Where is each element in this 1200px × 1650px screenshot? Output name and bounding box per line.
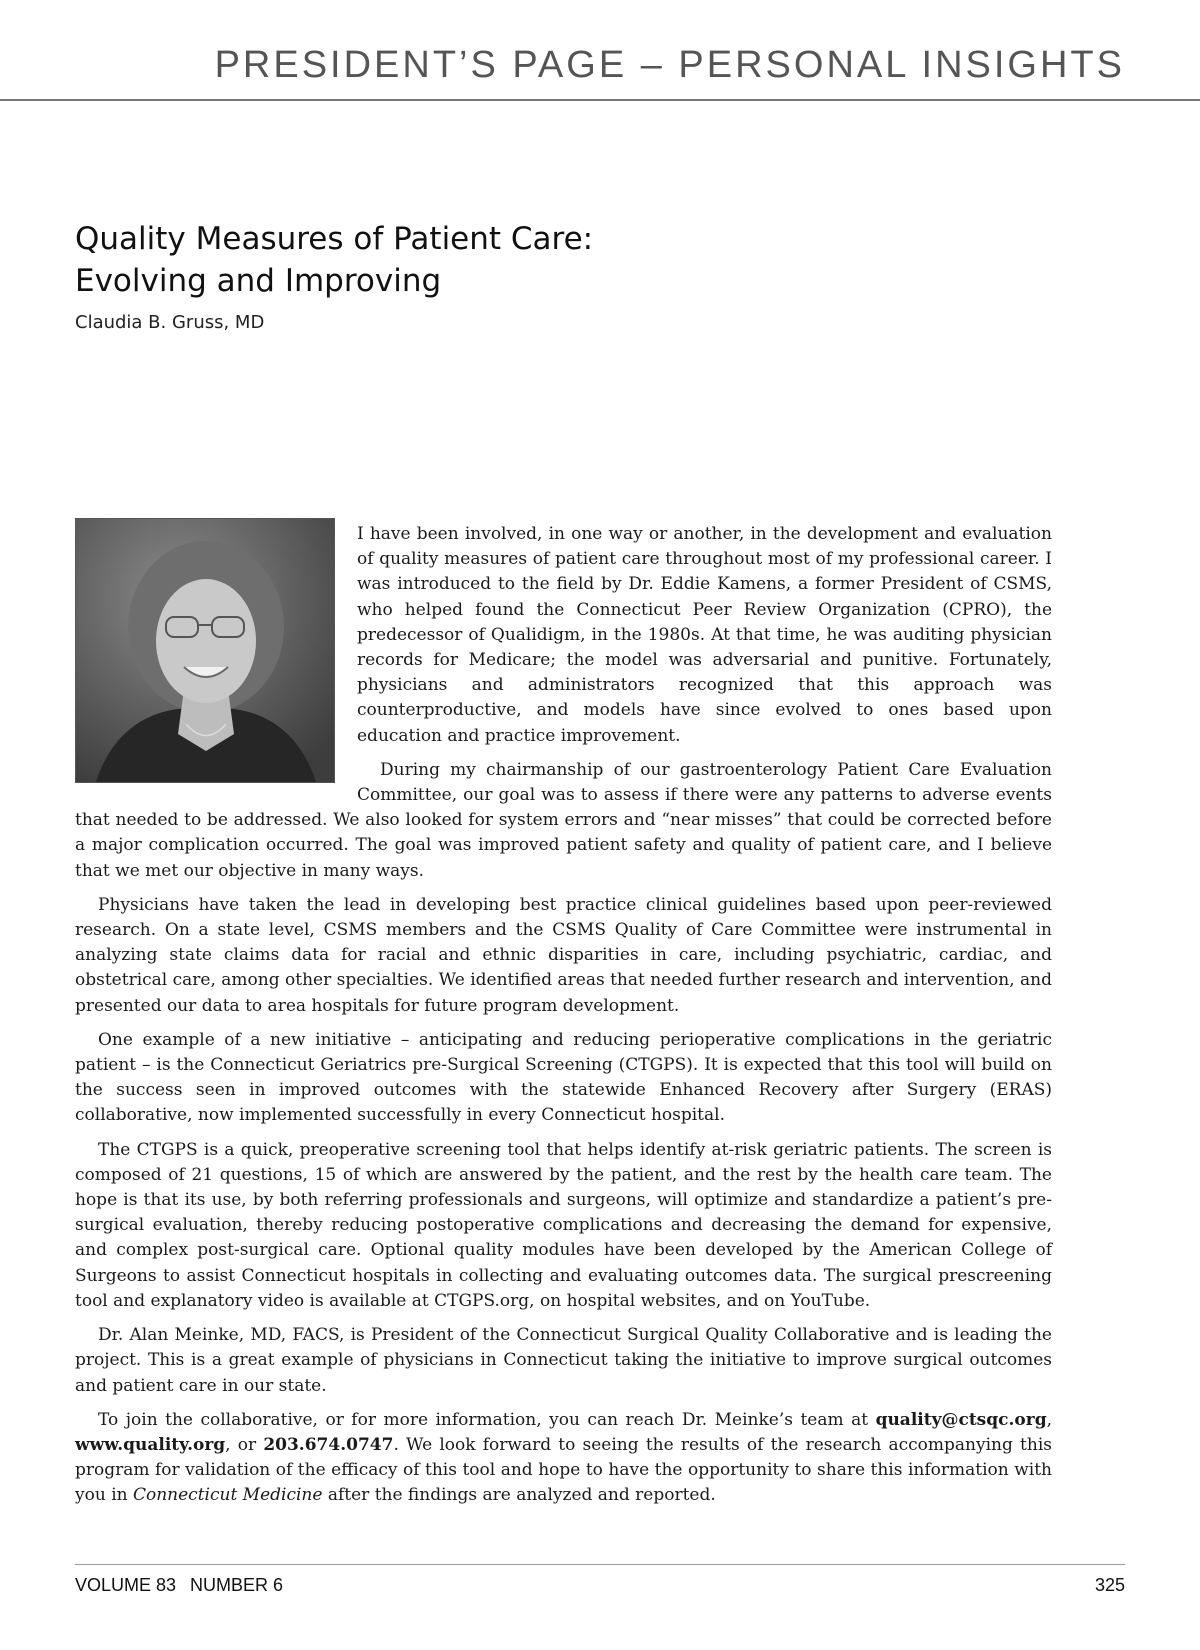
author-byline: Claudia B. Gruss, MD bbox=[75, 312, 265, 333]
section-header: PRESIDENT’S PAGE – PERSONAL INSIGHTS bbox=[214, 44, 1125, 86]
article-body bbox=[75, 522, 1052, 1518]
footer-volume: VOLUME 83 bbox=[75, 1575, 177, 1595]
author-photo bbox=[75, 518, 335, 783]
contact-website: www.quality.org bbox=[75, 1434, 226, 1455]
journal-name: Connecticut Medicine bbox=[132, 1485, 323, 1506]
paragraph-7-text5: after the findings are analyzed and reported. bbox=[322, 1485, 716, 1506]
article-title bbox=[75, 218, 593, 302]
page-number: 325 bbox=[1094, 1575, 1125, 1595]
footer bbox=[75, 1575, 1125, 1596]
contact-email: quality@ctsqc.org bbox=[875, 1409, 1047, 1430]
footer-rule bbox=[75, 1564, 1125, 1565]
article-title-line1: Quality Measures of Patient Care: bbox=[75, 221, 594, 257]
footer-volume-number bbox=[75, 1575, 283, 1596]
paragraph-7-text3: , or bbox=[225, 1434, 264, 1455]
paragraph-7-text1: To join the collaborative, or for more information, you can reach Dr. Meinke’s team at bbox=[98, 1409, 876, 1430]
paragraph-7 bbox=[75, 1408, 1052, 1509]
contact-phone: 203.674.0747 bbox=[263, 1434, 394, 1455]
paragraph-4: One example of a new initiative – anticipating and reducing perioperative complications in the geriatric patient – is the Connecticut Geriatrics pre-Surgical Screening (CTGPS). It is expected that this tool will build on the success seen in improved outcomes with the statewide Enhanced Recovery after Surgery (ERAS) collaborative, now implemented successfully in every Connecticut hospital. bbox=[75, 1029, 1052, 1126]
footer-number: NUMBER 6 bbox=[190, 1575, 284, 1595]
paragraph-7-text4: . We look forward to seeing the results of the research accompanying this program for validation of the efficacy of this tool and hope to have the opportunity to share this information with you in bbox=[75, 1434, 1052, 1506]
paragraph-3: Physicians have taken the lead in developing best practice clinical guidelines based upon peer-reviewed research. On a state level, CSMS members and the CSMS Quality of Care Committee were instrumental in analyzing state claims data for racial and ethnic disparities in care, including psychiatric, cardiac, and obstetrical care, among other specialties. We identified areas that needed further research and intervention, and presented our data to area hospitals for future program development. bbox=[75, 894, 1052, 1016]
article-title-line2: Evolving and Improving bbox=[75, 263, 442, 299]
paragraph-6: Dr. Alan Meinke, MD, FACS, is President of the Connecticut Surgical Quality Collaborative and is leading the project. This is a great example of physicians in Connecticut taking the initiative to improve surgical outcomes and patient care in our state. bbox=[75, 1325, 1052, 1396]
title-block bbox=[75, 218, 593, 333]
paragraph-7-text2: , bbox=[1046, 1409, 1052, 1430]
paragraph-5: The CTGPS is a quick, preoperative screening tool that helps identify at-risk geriatric patients. The screen is composed of 21 questions, 15 of which are answered by the patient, and the rest by the health care team. The hope is that its use, by both referring professionals and surgeons, will optimize and standardize a patient’s pre-surgical evaluation, thereby reducing postoperative complications and decreasing the demand for expensive, and complex post-surgical care. Optional quality modules have been developed by the American College of Surgeons to assist Connecticut hospitals in collecting and evaluating outcomes data. The surgical prescreening tool and explanatory video is available at CTGPS.org, on hospital websites, and on YouTube. bbox=[75, 1139, 1052, 1311]
paragraph-1: I have been involved, in one way or another, in the development and evaluation of quality measures of patient care throughout most of my professional career. I was introduced to the field by Dr. Eddie Kamens, a former President of CSMS, who helped found the Connecticut Peer Review Organization (CPRO), the predecessor of Qualidigm, in the 1980s. At that time, he was auditing physician records for Medicare; the model was adversarial and punitive. Fortunately, physicians and administrators recognized that this approach was counterproductive, and models have since evolved to ones based upon education and practice improvement. bbox=[357, 524, 1052, 746]
header-rule bbox=[0, 99, 1200, 101]
paragraph-2: During my chairmanship of our gastroenterology Patient Care Evaluation Committee, our goal was to assess if there were any patterns to adverse events that needed to be addressed. We also looked for system errors and “near misses” that could be corrected before a major complication occurred. The goal was improved patient safety and quality of patient care, and I believe that we met our objective in many ways. bbox=[75, 759, 1052, 881]
